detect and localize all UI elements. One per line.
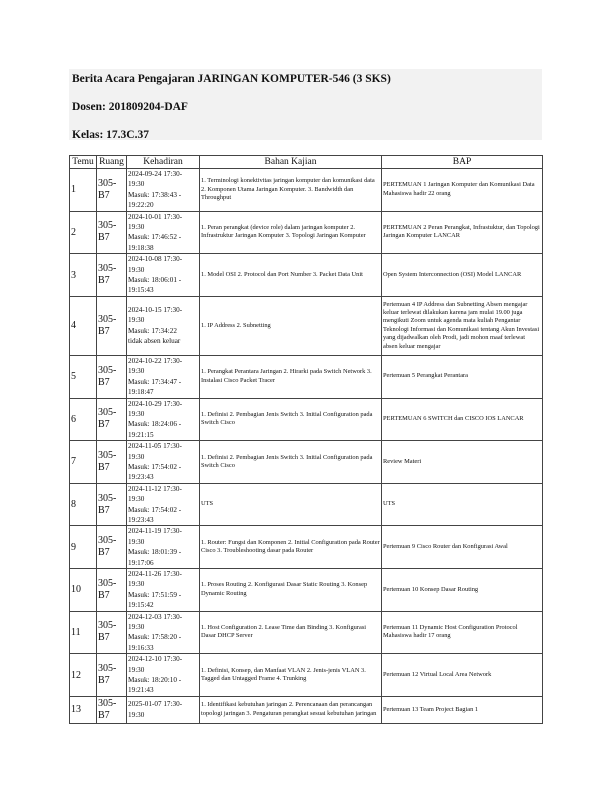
col-bap-header: BAP bbox=[382, 156, 543, 169]
bap-cell: Pertemuan 5 Perangkat Perantara bbox=[382, 355, 543, 398]
schedule-time: 2024-11-19 17:30-19:30 bbox=[128, 527, 182, 546]
col-kehadiran-header: Kehadiran bbox=[127, 156, 200, 169]
check-out-note: tidak absen keluar bbox=[128, 337, 181, 346]
temu-cell: 12 bbox=[70, 654, 97, 697]
kehadiran-cell bbox=[127, 441, 200, 484]
schedule-time: 2024-12-03 17:30-19:30 bbox=[128, 612, 183, 632]
teaching-record-table bbox=[69, 155, 543, 724]
temu-cell: 3 bbox=[70, 254, 97, 297]
temu-cell: 9 bbox=[70, 526, 97, 569]
temu-cell: 8 bbox=[70, 483, 97, 526]
table-row bbox=[70, 355, 543, 398]
check-in-time: Masuk: 17:58:20 - 19:16:33 bbox=[128, 633, 182, 652]
schedule-time: 2024-10-29 17:30-19:30 bbox=[128, 399, 183, 418]
bap-cell: Pertemuan 9 Cisco Router dan Konfigurasi Awal bbox=[382, 526, 543, 569]
check-in-time: Masuk: 18:01:39 - 19:17:06 bbox=[128, 548, 182, 567]
bap-cell: Pertemuan 11 Dynamic Host Configuration Protocol Mahasiswa hadir 17 orang bbox=[382, 611, 543, 654]
bahan-kajian-cell: 1. Definisi 2. Pembagian Jenis Switch 3. Initial Configuration pada Switch Cisco bbox=[200, 441, 382, 484]
check-in-time: Masuk: 17:34:47 - 19:18:47 bbox=[128, 377, 182, 397]
table-row bbox=[70, 441, 543, 484]
schedule-time: 2024-11-05 17:30-19:30 bbox=[128, 442, 182, 461]
kehadiran-cell bbox=[127, 211, 200, 254]
table-row bbox=[70, 211, 543, 254]
ruang-cell: 305-B7 bbox=[97, 441, 127, 484]
kehadiran-cell bbox=[127, 611, 200, 654]
check-in-time: Masuk: 18:20:10 - 19:21:43 bbox=[128, 676, 182, 695]
check-in-time: Masuk: 17:46:52 - 19:18:38 bbox=[128, 233, 182, 252]
bahan-kajian-cell: 1. IP Address 2. Subnetting bbox=[200, 296, 382, 355]
table-row bbox=[70, 296, 543, 355]
schedule-time: 2025-01-07 17:30-19:30 bbox=[128, 700, 183, 719]
schedule-time: 2024-10-08 17:30-19:30 bbox=[128, 255, 183, 274]
schedule-time: 2024-12-10 17:30-19:30 bbox=[128, 655, 183, 674]
kehadiran-cell bbox=[127, 355, 200, 398]
check-in-time: Masuk: 17:54:02 - 19:23:43 bbox=[128, 462, 182, 482]
col-bahan-header: Bahan Kajian bbox=[200, 156, 382, 169]
bahan-kajian-cell: 1. Perangkat Perantara Jaringan 2. Hirarki pada Switch Network 3. Instalasi Cisco Packet Tracer bbox=[200, 355, 382, 398]
temu-cell: 2 bbox=[70, 211, 97, 254]
bahan-kajian-cell: 1. Terminologi konektivitas jaringan komputer dan komunikasi data 2. Komponen Utama Jaringan Komputer. 3. Bandwidth dan Throughput bbox=[200, 169, 382, 212]
bap-cell: PERTEMUAN 2 Peran Perangkat, Infrastuktur, dan Topologi Jaringan Komputer LANCAR bbox=[382, 211, 543, 254]
bahan-kajian-cell: 1. Host Configuration 2. Lease Time dan Binding 3. Konfigurasi Dasar DHCP Server bbox=[200, 611, 382, 654]
check-in-time: Masuk: 18:24:06 - 19:21:15 bbox=[128, 420, 182, 439]
ruang-cell: 305-B7 bbox=[97, 398, 127, 441]
schedule-time: 2024-10-01 17:30-19:30 bbox=[128, 212, 183, 232]
kehadiran-cell bbox=[127, 254, 200, 297]
table-row bbox=[70, 654, 543, 697]
lecturer-id: Dosen: 201809204-DAF bbox=[72, 101, 188, 113]
bap-cell: UTS bbox=[382, 483, 543, 526]
kehadiran-cell bbox=[127, 483, 200, 526]
kehadiran-cell bbox=[127, 296, 200, 355]
ruang-cell: 305-B7 bbox=[97, 211, 127, 254]
schedule-time: 2024-09-24 17:30-19:30 bbox=[128, 170, 183, 189]
check-in-time: Masuk: 17:34:22 bbox=[128, 326, 177, 335]
temu-cell: 11 bbox=[70, 611, 97, 654]
bap-cell: Pertemuan 13 Team Project Bagian 1 bbox=[382, 696, 543, 723]
temu-cell: 4 bbox=[70, 296, 97, 355]
table-row bbox=[70, 169, 543, 212]
col-ruang-header: Ruang bbox=[97, 156, 127, 169]
ruang-cell: 305-B7 bbox=[97, 611, 127, 654]
ruang-cell: 305-B7 bbox=[97, 355, 127, 398]
bap-cell: Review Materi bbox=[382, 441, 543, 484]
temu-cell: 5 bbox=[70, 355, 97, 398]
report-title: Berita Acara Pengajaran JARINGAN KOMPUTER-546 (3 SKS) bbox=[72, 73, 391, 85]
temu-cell: 13 bbox=[70, 696, 97, 723]
schedule-time: 2024-11-12 17:30-19:30 bbox=[128, 484, 182, 504]
class-id: Kelas: 17.3C.37 bbox=[72, 129, 149, 141]
bap-cell: Open System Interconnection (OSI) Model LANCAR bbox=[382, 254, 543, 297]
table-row bbox=[70, 254, 543, 297]
kehadiran-cell bbox=[127, 398, 200, 441]
check-in-time: Masuk: 17:51:59 - 19:15:42 bbox=[128, 590, 182, 610]
kehadiran-cell bbox=[127, 696, 200, 723]
table-row bbox=[70, 398, 543, 441]
schedule-time: 2024-10-22 17:30-19:30 bbox=[128, 356, 183, 376]
bahan-kajian-cell: 1. Definisi 2. Pembagian Jenis Switch 3. Initial Configuration pada Switch Cisco bbox=[200, 398, 382, 441]
table-row bbox=[70, 611, 543, 654]
check-in-time: Masuk: 18:06:01 - 19:15:43 bbox=[128, 276, 182, 295]
report-header bbox=[69, 69, 542, 140]
bap-cell: Pertemuan 4 IP Address dan Subnetting Absen mengajar keluar terlewat dilakukan karena jam mulai 19.00 juga mengikuti Zoom untuk agenda mata kuliah Pengantar Teknologi Informasi dan Komunikasi tentang Akun Investasi yang dijadwalkan oleh Prodi, jadi mohon maaf terlewat absen keluar mengajar bbox=[382, 296, 543, 355]
bahan-kajian-cell: 1. Definisi, Konsep, dan Manfaat VLAN 2. Jenis-jenis VLAN 3. Tagged dan Untagged Frame 4. Trunking bbox=[200, 654, 382, 697]
kehadiran-cell bbox=[127, 169, 200, 212]
ruang-cell: 305-B7 bbox=[97, 696, 127, 723]
temu-cell: 1 bbox=[70, 169, 97, 212]
bahan-kajian-cell: 1. Identifikasi kebutuhan jaringan 2. Perencanaan dan perancangan topologi jaringan 3. Pengaturan perangkat sesuai kebutuhan jaringan bbox=[200, 696, 382, 723]
temu-cell: 7 bbox=[70, 441, 97, 484]
temu-cell: 10 bbox=[70, 569, 97, 612]
bap-cell: PERTEMUAN 6 SWITCH dan CISCO IOS LANCAR bbox=[382, 398, 543, 441]
schedule-time: 2024-10-15 17:30-19:30 bbox=[128, 306, 183, 325]
table-row bbox=[70, 696, 543, 723]
kehadiran-cell bbox=[127, 569, 200, 612]
bap-cell: Pertemuan 10 Konsep Dasar Routing bbox=[382, 569, 543, 612]
ruang-cell: 305-B7 bbox=[97, 526, 127, 569]
table-row bbox=[70, 483, 543, 526]
bap-cell: Pertemuan 12 Virtual Local Area Network bbox=[382, 654, 543, 697]
ruang-cell: 305-B7 bbox=[97, 169, 127, 212]
kehadiran-cell bbox=[127, 654, 200, 697]
table-row bbox=[70, 526, 543, 569]
ruang-cell: 305-B7 bbox=[97, 483, 127, 526]
bahan-kajian-cell: 1. Proses Routing 2. Konfigurasi Dasar Static Routing 3. Konsep Dynamic Routing bbox=[200, 569, 382, 612]
check-in-time: Masuk: 17:38:43 - 19:22:20 bbox=[128, 190, 182, 210]
bap-cell: PERTEMUAN 1 Jaringan Komputer dan Komunikasi Data Mahasiswa hadir 22 orang bbox=[382, 169, 543, 212]
bahan-kajian-cell: UTS bbox=[200, 483, 382, 526]
ruang-cell: 305-B7 bbox=[97, 296, 127, 355]
kehadiran-cell bbox=[127, 526, 200, 569]
bahan-kajian-cell: 1. Router: Fungsi dan Komponen 2. Initial Configuration pada Router Cisco 3. Troubleshooting dasar pada Router bbox=[200, 526, 382, 569]
schedule-time: 2024-11-26 17:30-19:30 bbox=[128, 570, 182, 589]
ruang-cell: 305-B7 bbox=[97, 654, 127, 697]
ruang-cell: 305-B7 bbox=[97, 569, 127, 612]
temu-cell: 6 bbox=[70, 398, 97, 441]
col-temu-header: Temu bbox=[70, 156, 97, 169]
bahan-kajian-cell: 1. Model OSI 2. Protocol dan Port Number 3. Packet Data Unit bbox=[200, 254, 382, 297]
ruang-cell: 305-B7 bbox=[97, 254, 127, 297]
table-row bbox=[70, 569, 543, 612]
bahan-kajian-cell: 1. Peran perangkat (device role) dalam jaringan komputer 2. Infrastruktur Jaringan Komputer 3. Topologi Jaringan Komputer bbox=[200, 211, 382, 254]
check-in-time: Masuk: 17:54:02 - 19:23:43 bbox=[128, 505, 182, 524]
table-header-row bbox=[70, 156, 543, 169]
